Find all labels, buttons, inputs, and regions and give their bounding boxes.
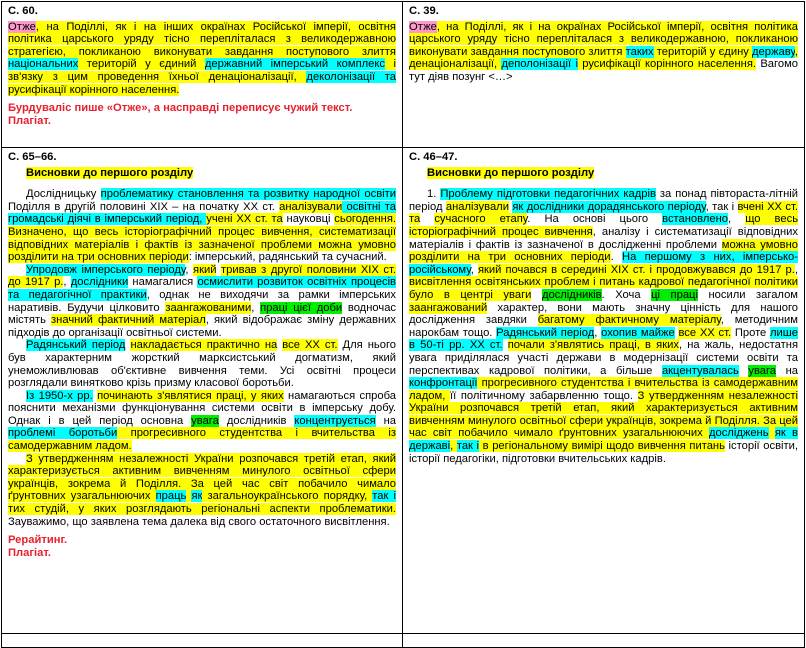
cell-left-mid: [2, 148, 403, 634]
text-segment: встановлено: [662, 213, 728, 226]
text-segment: висвітлення освітянських проблем і питань кадрової педагогічної політики було в центрі уваги: [409, 276, 798, 301]
text-segment: почали з'являтись праці, в яких: [507, 339, 679, 352]
text-segment: [769, 427, 775, 439]
text-segment: [503, 339, 508, 351]
text-segment: Отже: [409, 20, 437, 33]
text-segment: загальноукраїнського порядку,: [202, 490, 373, 503]
text-segment: дослідники: [70, 276, 129, 289]
text-segment: Радянський період: [496, 326, 595, 339]
text-segment: русифікації корінного населення.: [8, 83, 180, 96]
text-segment: як в державі: [409, 427, 798, 453]
text-segment: [531, 289, 542, 301]
paragraph: [8, 339, 396, 389]
text-segment: русифікації корінного населення.: [577, 58, 757, 71]
text-segment: Проте: [731, 326, 771, 339]
text-segment: в регіональному вимірі щодо вивчення питань: [479, 440, 725, 453]
text-segment: що весь історіографічний процес вивчення: [409, 213, 799, 238]
text-segment: і зв'язку з цим проведення їхньої денаціоналізації,: [8, 58, 397, 83]
text-segment: національних: [8, 58, 79, 71]
text-segment: Поділля в другій половині XIX – на початку XX ст.: [8, 200, 280, 213]
text-segment: Для нього був характерним жорсткий марксистський догматизм, який унеможливлював об'єктивне вивчення теми. Усі освітні процеси розглядали винятково крізь призму класової боротьби.: [8, 339, 397, 390]
text-segment: науковці: [282, 213, 335, 226]
text-segment: як: [191, 490, 203, 503]
page-ref-left-top: С. 60.: [8, 5, 38, 17]
text-segment: за понад півтораста-літній період: [409, 188, 798, 213]
text-segment: на: [776, 364, 798, 377]
text-segment: значний фактичний матеріал: [51, 314, 206, 327]
text-segment: деколонізації та: [306, 70, 396, 83]
text-segment: ,: [63, 276, 71, 289]
text-segment: конфронтації: [409, 377, 478, 390]
paragraph: [8, 188, 396, 264]
text-segment: лише в 50-ті рр. XX ст.: [409, 326, 798, 352]
text-segment: : імперський, радянський та сучасний.: [188, 251, 387, 264]
text-segment: прогресивного студентства і вчительства із самодержавним ладом.: [8, 427, 396, 453]
text-segment: державний імперський комплекс: [204, 58, 386, 71]
text-segment: досліджень: [708, 427, 769, 440]
text-segment: , на Поділлі, як і на окраїнах Російської імперії, освітня політика царського уряду тісно перепліталася з великодержавною, покликаною виконувати завдання поступового злиття: [409, 20, 798, 58]
text-segment: , так і: [705, 200, 738, 213]
text-segment: носили загалом: [697, 288, 798, 301]
text-segment: Радянський період: [26, 339, 126, 352]
text-segment: проблематику становлення та розвитку народної освіти: [100, 188, 396, 201]
text-segment: тих студій, у яких розглядають регіональні аспекти проблематики.: [8, 503, 396, 516]
text-segment: проблемі боротьби: [8, 427, 118, 440]
text-segment: , який відображає зміну державних підходів до організації освітньої системи.: [8, 314, 396, 339]
text-segment: З утвердженням незалежності України розпочався третій етап, який характеризується активним вивченням минулого освітньої сфери українців, зокрема й Поділля. За цей час світ побачило чимало ґрунтовних узагальнюючих: [8, 452, 396, 503]
text-segment: , денаціоналізації,: [409, 45, 798, 71]
text-right-top: [409, 21, 798, 84]
note-left-top-line2: Плагіат.: [8, 114, 51, 127]
paragraphs-left-mid: [8, 188, 396, 528]
text-segment: прогресивного студентства і вчительства із самодержавним ладом,: [409, 377, 798, 402]
paragraph: [8, 264, 396, 340]
text-segment: осмислити розвиток освітніх процесів та педагогічної практики: [8, 276, 396, 301]
section-title-left: Висновки до першого розділу: [26, 166, 194, 179]
text-segment: намагаються спроба пояснити механізми функціонування системи освіти в імперську добу. Однак і в цей період основна: [8, 389, 397, 427]
text-segment: увага: [191, 414, 219, 427]
cell-left-top: [2, 2, 403, 148]
text-segment: ,: [794, 263, 798, 276]
text-segment: ,: [728, 213, 746, 226]
text-segment: водночас містять: [8, 301, 397, 327]
paragraph: [8, 453, 396, 529]
section-title-right: Висновки до першого розділу: [427, 166, 595, 179]
text-segment: ,: [450, 440, 457, 453]
text-segment: все XX ст.: [282, 339, 338, 352]
text-segment: [739, 365, 749, 377]
text-segment: ,: [185, 263, 194, 276]
text-segment: охопив майже: [601, 326, 675, 339]
text-segment: все XX ст.: [678, 326, 732, 339]
text-segment: [420, 213, 434, 225]
text-segment: , на Поділлі, як і на інших окраїнах Російської імперії, освітня політика царського уряду тісно перепліталася з великодержавною стратегією, покликаною виконувати завдання поступового злиття: [8, 20, 396, 58]
text-segment: учені XX ст. та: [206, 213, 283, 226]
text-segment: деполонізації і: [501, 58, 578, 71]
text-segment: . Хоча: [601, 288, 652, 301]
text-segment: ,: [470, 263, 478, 276]
text-segment: аналізували: [445, 200, 509, 213]
text-segment: історії освіти, історії педагогіки, підготовки вчительських кадрів.: [409, 440, 798, 465]
text-segment: , аналізу і систематизації відповідних матеріалів і фактів із зазначеної в дослідженні проблеми: [409, 225, 798, 251]
note-left-top-line1: Бурдуваліс пише «Отже», а насправді переписує чужий текст.: [8, 102, 353, 115]
text-segment: Проблему підготовки педагогічних кадрів: [440, 188, 656, 201]
text-segment: на: [375, 414, 396, 427]
text-segment: характер, вони мають значну цінність для нашого дослідження завдяки: [409, 301, 798, 327]
page-ref-right-mid: С. 46–47.: [409, 151, 458, 163]
note-left-mid: [8, 534, 396, 559]
text-segment: , на жаль, недостатня увага приділялася участі держави в модернізації системи освіти та перспективах кадрової політики, а більше: [409, 339, 798, 377]
note-left-mid-line2: Плагіат.: [8, 546, 51, 559]
cell-right-top: [403, 2, 805, 148]
text-segment: накладається практично на: [130, 339, 278, 352]
text-segment: багатому фактичному матеріалу: [537, 314, 721, 327]
text-segment: як дослідники дорадянського періоду: [512, 200, 706, 213]
text-segment: 1.: [427, 188, 441, 201]
text-segment: сучасного етапу: [434, 213, 528, 226]
note-left-top: [8, 102, 396, 127]
text-segment: Дослідницьку: [26, 188, 101, 201]
text-segment: Із 1950-х рр.: [26, 389, 93, 402]
cell-left-bottom: [2, 634, 403, 648]
text-segment: Зауважимо, що заявлена тема далека від свого остаточного висвітлення.: [8, 515, 390, 528]
text-segment: сьогодення: [334, 213, 393, 226]
text-segment: так і: [372, 490, 396, 503]
text-segment: державу: [752, 45, 795, 58]
text-segment: акцентувалась: [661, 364, 739, 377]
text-left-top: [8, 21, 396, 97]
text-segment: який: [193, 263, 217, 276]
text-segment: заангажованими: [165, 301, 252, 314]
cell-right-mid: [403, 148, 805, 634]
text-segment: ці праці: [651, 288, 698, 301]
text-right-mid: [409, 188, 798, 465]
text-segment: Вагомо тут діяв позунг <…>: [409, 58, 798, 83]
text-segment: увага: [748, 364, 777, 377]
text-segment: .: [610, 251, 622, 264]
text-segment: заангажований: [409, 301, 488, 314]
text-segment: намагалися: [128, 276, 198, 289]
text-segment: Отже: [8, 20, 36, 33]
text-segment: З утвердженням незалежності України розпочався третій етап, який характеризується активним вивченням минулого освітньої сфери українців, зокрема й Поділля. За цей час світ побачило чимало ґрунтовних узагальнюючих: [409, 389, 798, 440]
page-ref-right-top: С. 39.: [409, 5, 439, 17]
text-segment: тривав з другої половини XIX ст. до 1917 р.: [8, 263, 396, 289]
text-segment: так і: [456, 440, 480, 453]
text-segment: дослідників: [218, 414, 295, 427]
text-segment: ,: [251, 301, 261, 314]
text-segment: праць: [155, 490, 187, 503]
text-segment: . Визначено, що весь історіографічний процес вивчення, систематизації відповідних матеріалів і фактів із зазначеної проблеми можна умовно розділити на три основних періоди: [8, 213, 396, 264]
comparison-table: [1, 1, 805, 648]
text-segment: дослідників: [541, 288, 602, 301]
text-segment: На першому з них, імперсько-російському: [409, 251, 799, 276]
text-segment: ,: [594, 326, 602, 339]
text-segment: її політичному забарвленню тощо.: [449, 389, 638, 402]
text-segment: аналізували: [279, 200, 343, 213]
text-segment: вчені XX ст. та: [409, 200, 798, 226]
text-segment: Упродовж імперського періоду: [26, 263, 186, 276]
page-ref-left-mid: С. 65–66.: [8, 151, 57, 163]
text-segment: який почався в середині XIX ст. і продовжувався до 1917 р.: [477, 263, 795, 276]
text-segment: , методичним нарокбам тощо.: [409, 314, 798, 339]
text-segment: освітні та громадські діячі в імперський період,: [8, 200, 396, 226]
note-left-mid-line1: Рерайтинг.: [8, 534, 68, 547]
text-segment: територій у єдиний: [78, 58, 205, 71]
text-segment: концентрується: [294, 414, 376, 427]
text-segment: праці цієї доби: [260, 301, 343, 314]
text-segment: , однак не виходячи за рамки імперських наративів. Будучи цілковито: [8, 288, 396, 314]
cell-right-bottom: [403, 634, 805, 648]
text-segment: . На основі цього: [527, 213, 663, 226]
paragraph: [8, 390, 396, 453]
text-segment: таких: [625, 45, 654, 58]
text-segment: починають з'являтися праці, у яких: [97, 389, 284, 402]
text-segment: можна умовно розділити на три основних періоди: [409, 238, 798, 264]
text-segment: територій у єдину: [653, 45, 753, 58]
